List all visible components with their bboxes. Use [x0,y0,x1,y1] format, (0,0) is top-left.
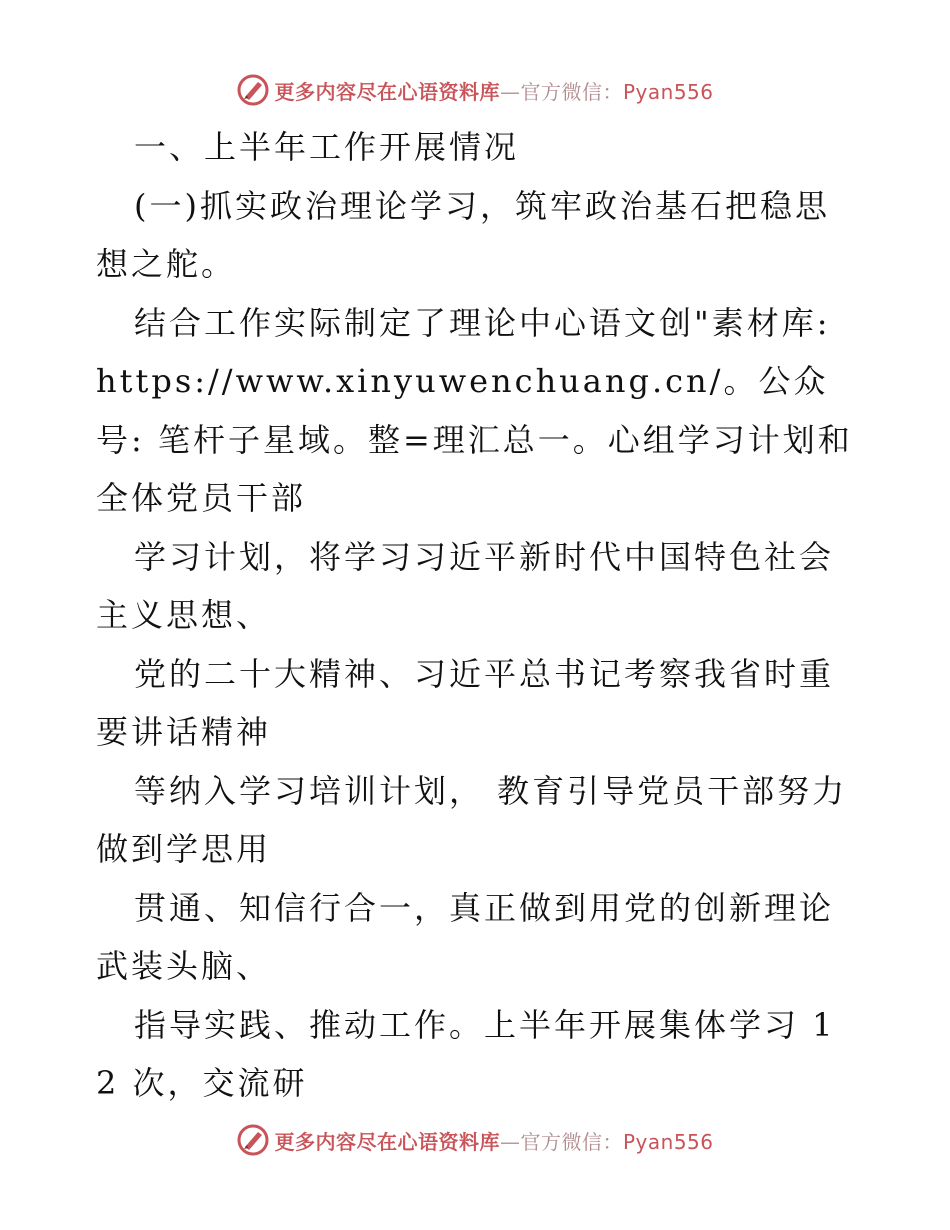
body-paragraph: 等纳入学习培训计划， 教育引导党员干部努力做到学思用 [96,771,848,868]
body-paragraph: 结合工作实际制定了理论中心语文创"素材库: https://www.xinyuwenchuang.cn/。公众号: 笔杆子星域。整=理汇总一。心组学习计划和全体党员干部 [96,303,853,517]
banner-wechat-id: Pyan556 [622,79,714,104]
banner-title: 更多内容尽在心语资料库 [274,79,500,104]
body-paragraph: 学习计划，将学习习近平新时代中国特色社会主义思想、 [96,537,835,634]
pen-seal-icon [236,1123,270,1157]
subsection-heading: (一)抓实政治理论学习，筑牢政治基石把稳思想之舵。 [96,186,830,283]
pen-seal-icon [236,73,270,107]
body-paragraph: 指导实践、推动工作。上半年开展集体学习 12 次，交流研 [96,1005,836,1102]
document-body [96,118,856,1113]
body-paragraph: 党的二十大精神、习近平总书记考察我省时重要讲话精神 [96,654,835,751]
banner-wechat-label: 官方微信： [520,1129,623,1154]
section-heading: 一、上半年工作开展情况 [134,128,520,166]
header-banner [0,70,950,110]
banner-title: 更多内容尽在心语资料库 [274,1129,500,1154]
body-paragraph: 贯通、知信行合一，真正做到用党的创新理论武装头脑、 [96,888,835,985]
banner-wechat-id: Pyan556 [622,1129,714,1154]
footer-banner [0,1120,950,1160]
banner-separator: — [499,79,521,104]
banner-separator: — [499,1129,521,1154]
banner-wechat-label: 官方微信： [520,79,623,104]
